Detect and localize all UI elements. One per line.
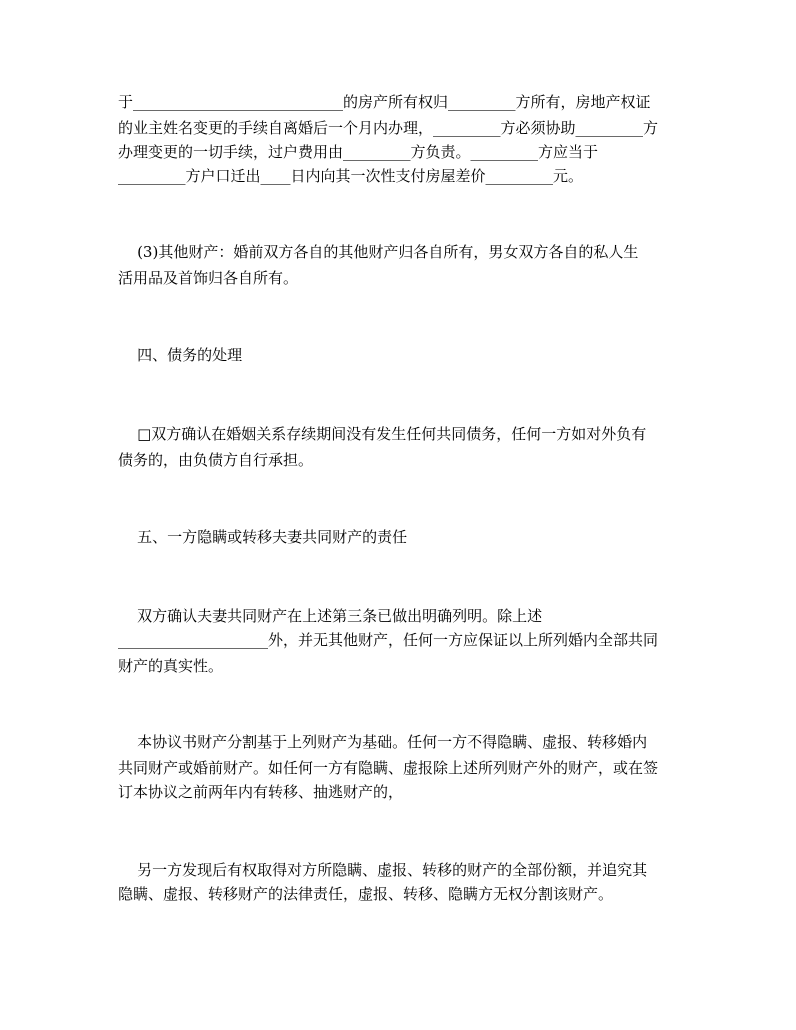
text-line: 隐瞒、虚报、转移财产的法律责任，虚报、转移、隐瞒方无权分割该财产。 xyxy=(118,885,614,903)
text-line: 债务的，由负债方自行承担。 xyxy=(118,451,314,469)
text-line: 于____________________________的房产所有权归_________方所有，房地产权证 xyxy=(118,93,651,111)
section-heading: 五、一方隐瞒或转移夫妻共同财产的责任 xyxy=(118,528,408,546)
text-line: 双方确认夫妻共同财产在上述第三条已做出明确列明。除上述 xyxy=(118,607,543,625)
text-line: 财产的真实性。 xyxy=(118,657,224,675)
text-line: 共同财产或婚前财产。如任何一方有隐瞒、虚报除上述所列财产外的财产，或在签 xyxy=(118,759,659,777)
text-line: 本协议书财产分割基于上列财产为基础。任何一方不得隐瞒、虚报、转移婚内 xyxy=(118,733,648,751)
section-heading: 四、债务的处理 xyxy=(118,346,243,364)
text-line: 办理变更的一切手续，过户费用由_________方负责。_________方应当于 xyxy=(118,143,599,161)
text-line: ____________________外，并无其他财产，任何一方应保证以上所列婚内全部共同 xyxy=(118,631,659,649)
text-line: (3)其他财产：婚前双方各自的其他财产归各自所有，男女双方各自的私人生 xyxy=(118,243,639,261)
text-line: 的业主姓名变更的手续自离婚后一个月内办理，_________方必须协助_________方 xyxy=(118,119,659,137)
text-line: 活用品及首饰归各自所有。 xyxy=(118,269,299,287)
text-line: 另一方发现后有权取得对方所隐瞒、虚报、转移的财产的全部份额，并追究其 xyxy=(118,861,648,879)
text-line: _________方户口迁出____日内向其一次性支付房屋差价_________元。 xyxy=(118,167,584,185)
text-line: □双方确认在婚姻关系存续期间没有发生任何共同债务，任何一方如对外负有 xyxy=(118,425,647,443)
text-line: 订本协议之前两年内有转移、抽逃财产的， xyxy=(118,783,404,801)
